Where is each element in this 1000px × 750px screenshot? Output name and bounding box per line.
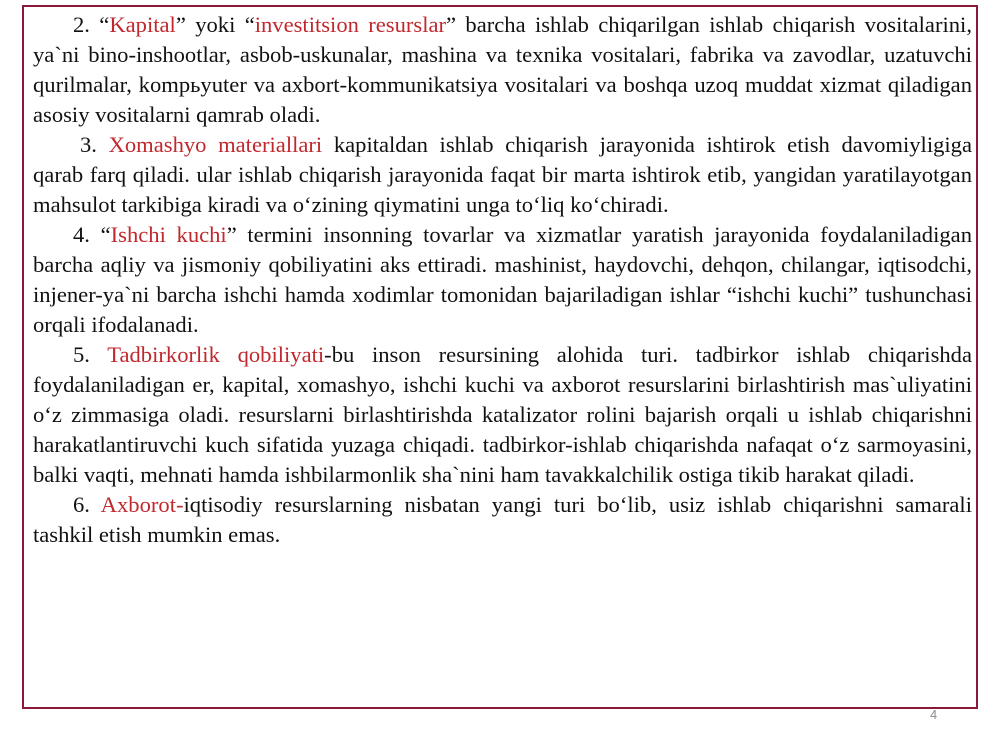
paragraph-body: kapitaldan ishlab chiqarish jarayonida ishtirok etish davomiyligiga qarab farq qiladi. ular ishlab chiqarish jarayonida faqat bir marta ishtirok etib, yangidan yaratilayotgan mahsulot tarkibiga kiradi va o‘zining qiymatini unga to‘liq ko‘chiradi. (33, 132, 972, 217)
paragraph-body: iqtisodiy resurslarning nisbatan yangi turi bo‘lib, usiz ishlab chiqarishni samarali tashkil etish mumkin emas. (33, 492, 972, 547)
term-ishchi-kuchi: Ishchi kuchi (110, 222, 227, 247)
term-xomashyo-materiallari: Xomashyo materiallari (108, 132, 323, 157)
paragraph-prefix: 5. (73, 342, 108, 367)
paragraph-axborot (33, 490, 972, 550)
slide-body (33, 10, 972, 550)
term-investitsion-resurslar: investitsion resurslar (254, 12, 447, 37)
paragraph-kapital (33, 10, 972, 130)
paragraph-prefix: 3. (80, 132, 109, 157)
paragraph-ishchi-kuchi (33, 220, 972, 340)
paragraph-tadbirkorlik (33, 340, 972, 490)
paragraph-prefix: 4. “ (73, 222, 111, 247)
paragraph-body: ” barcha ishlab chiqarilgan ishlab chiqarish vositalarini, ya`ni bino-inshootlar, asbob-uskunalar, mashina va texnika vositalari, fabrika va zavodlar, uzatuvchi qurilmalar, kompьyuter va axbort-kommunikatsiya vositalari va boshqa uzoq muddat xizmat qiladigan asosiy vositalarni qamrab oladi. (33, 12, 972, 127)
paragraph-body: ” termini insonning tovarlar va xizmatlar yaratish jarayonida foydalaniladigan barcha aqliy va jismoniy qobiliyatini aks ettiradi. mashinist, haydovchi, dehqon, chilangar, iqtisodchi, injener-ya`ni barcha ishchi hamda xodimlar tomonidan bajariladigan ishlar “ishchi kuchi” tushunchasi orqali ifodalanadi. (33, 222, 973, 337)
paragraph-prefix: 2. “ (73, 12, 110, 37)
paragraph-connector: ” yoki “ (175, 12, 255, 37)
page-number: 4 (930, 707, 938, 722)
paragraph-body: -bu inson resursining alohida turi. tadbirkor ishlab chiqarishda foydalaniladigan er, kapital, xomashyo, ishchi kuchi va axborot resurslarini birlashtirish mas`uliyatini o‘z zimmasiga oladi. resurslarni birlashtirishda katalizator rolini bajarish orqali u ishlab chiqarishni harakatlantiruvchi kuch sifatida yuzaga chiqadi. tadbirkor-ishlab chiqarishda nafaqat o‘z sarmoyasini, balki vaqti, mehnati hamda ishbilarmonlik sha`nini ham tavakkalchilik ostiga tikib harakat qiladi. (33, 342, 973, 487)
paragraph-prefix: 6. (73, 492, 101, 517)
term-tadbirkorlik-qobiliyati: Tadbirkorlik qobiliyati (107, 342, 325, 367)
paragraph-xomashyo (33, 130, 972, 220)
term-kapital: Kapital (109, 12, 176, 37)
term-axborot: Axborot- (100, 492, 184, 517)
